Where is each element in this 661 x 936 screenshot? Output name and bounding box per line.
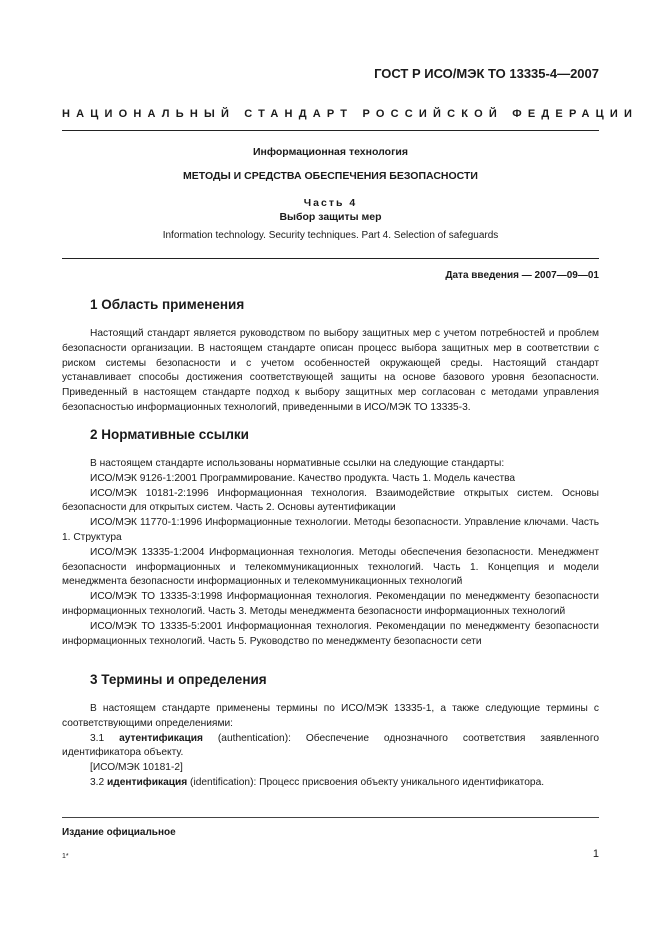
- reference-item: ИСО/МЭК 9126-1:2001 Программирование. Качество продукта. Часть 1. Модель качества: [90, 472, 516, 484]
- section-2-body: [62, 457, 599, 649]
- terms-intro: В настоящем стандарте применены термины по ИСО/МЭК 13335-1, а также следующие термины с соответствующими определениями:: [62, 703, 599, 729]
- term-word: идентификация: [107, 776, 188, 788]
- reference-item: ИСО/МЭК 11770-1:1996 Информационные технологии. Методы безопасности. Управление ключами. Часть 1. Структура: [62, 517, 599, 543]
- english-title: Information technology. Security techniques. Part 4. Selection of safeguards: [162, 230, 499, 241]
- term-definition: (authentication): Обеспечение однозначного соответствия заявленного идентификатора объекту.: [62, 732, 599, 759]
- footer-divider: [62, 817, 599, 818]
- title-divider: [62, 258, 599, 259]
- title-line-2: МЕТОДЫ И СРЕДСТВА ОБЕСПЕЧЕНИЯ БЕЗОПАСНОСТИ: [183, 170, 478, 182]
- term-number: 3.2: [90, 776, 107, 788]
- reference-item: ИСО/МЭК ТО 13335-5:2001 Информационная технология. Рекомендации по менеджменту безопасности информационных технологий. Часть 5. Руководство по менеджменту безопасности сети: [62, 620, 599, 647]
- section-1-heading: 1 Область применения: [90, 297, 245, 312]
- document-number: ГОСТ Р ИСО/МЭК ТО 13335-4—2007: [374, 66, 599, 81]
- page-number: 1: [592, 848, 599, 860]
- national-standard-banner: НАЦИОНАЛЬНЫЙ СТАНДАРТ РОССИЙСКОЙ ФЕДЕРАЦИИ: [62, 108, 639, 120]
- part-label: Часть 4: [303, 197, 358, 209]
- term-definition: (identification): Процесс присвоения объекту уникального идентификатора.: [187, 776, 545, 788]
- section-2-heading: 2 Нормативные ссылки: [90, 427, 249, 442]
- top-divider: [62, 130, 599, 131]
- reference-item: ИСО/МЭК 13335-1:2004 Информационная технология. Методы обеспечения безопасности. Менеджмент безопасности информационных и телекоммуникационных технологий. Часть 1. Концепция и модели менеджмента безопасности информационных и телекоммуникационных технологий: [62, 546, 599, 588]
- paragraph: Настоящий стандарт является руководством по выбору защитных мер с учетом потребностей и проблем безопасности организации. В настоящем стандарте описан процесс выбора защитных мер в соответствии с риском системы безопасности и с учетом особенностей окружающей среды. Настоящий стандарт устанавливает способы достижения соответствующей защиты на основе базового уровня безопасности. Приведенный в настоящем стандарте подход к выбору защитных мер согласован с методами управления безопасностью информационных технологий, приведенными в ИСО/МЭК ТО 13335-3.: [62, 328, 599, 413]
- references-intro: В настоящем стандарте использованы нормативные ссылки на следующие стандарты:: [90, 458, 505, 469]
- term-entry: [62, 732, 599, 762]
- sheet-mark: 1*: [62, 853, 69, 860]
- official-edition-label: Издание официальное: [62, 827, 176, 838]
- part-title: Выбор защиты мер: [279, 211, 382, 223]
- reference-item: ИСО/МЭК ТО 13335-3:1998 Информационная технология. Рекомендации по менеджменту безопасности информационных технологий. Часть 3. Методы менеджмента безопасности информационных технологий: [62, 591, 599, 617]
- section-3-heading: 3 Термины и определения: [90, 672, 267, 687]
- term-number: 3.1: [90, 732, 120, 744]
- reference-item: ИСО/МЭК 10181-2:1996 Информационная технология. Взаимодействие открытых систем. Основы безопасности для открытых систем. Часть 2. Основы аутентификации: [62, 487, 599, 514]
- title-line-1: Информационная технология: [252, 146, 409, 158]
- term-word: аутентификация: [119, 732, 203, 744]
- introduction-date: Дата введения — 2007—09—01: [445, 270, 599, 281]
- section-3-body: [62, 702, 599, 791]
- term-reference: [ИСО/МЭК 10181-2]: [90, 762, 183, 774]
- section-1-body: [62, 327, 599, 416]
- term-entry: [62, 776, 599, 791]
